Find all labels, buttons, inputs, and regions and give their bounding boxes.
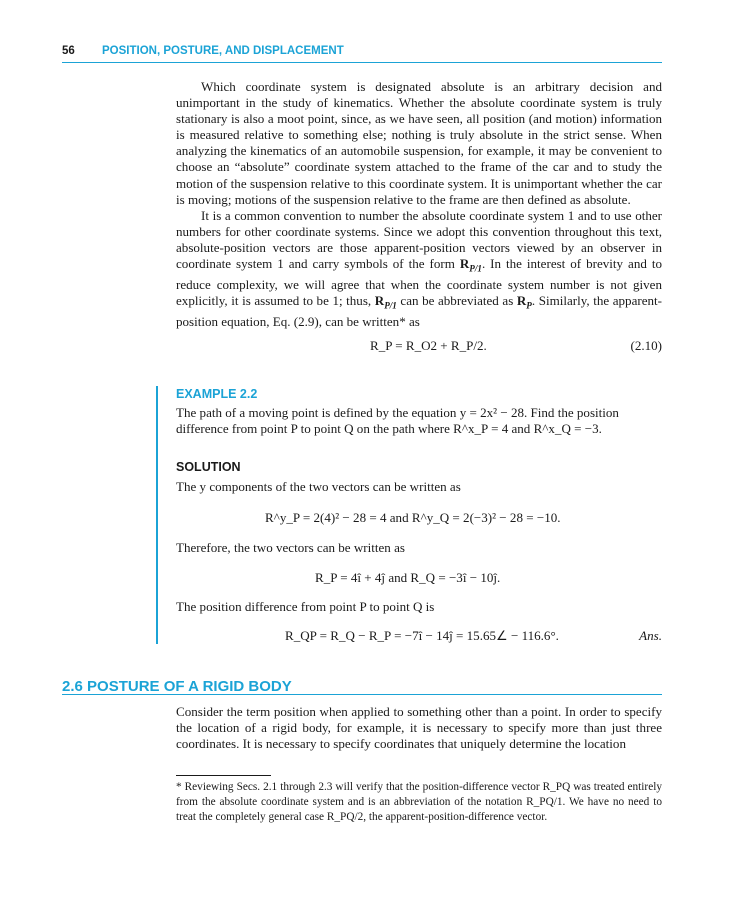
example-problem-line-2: difference from point P to point Q on the path where R^x_P = 4 and R^x_Q = −3. (176, 421, 602, 436)
vector-r-p1-second (374, 292, 397, 311)
answer-label-text: Ans. (639, 628, 662, 643)
section-paragraph: Consider the term position when applied to something other than a point. In order to specify the location of a rigid body, for example, it is necessary to specify more than just three coordinates. It is necessary to specify coordinates that uniquely determine the location (176, 704, 662, 752)
paragraph-2-part-2: . In the interest of brevity and to reduce complexity, we will agree that when the coordinate system number is not given explicitly, it is assumed to be 1; thus, (176, 256, 662, 308)
page-header (62, 44, 662, 63)
vector-r-p1-second-letter: R (374, 292, 385, 308)
equation-2-10: R_P = R_O2 + R_P/2. (370, 338, 487, 353)
equation-2-10-number: (2.10) (630, 338, 662, 353)
vector-r-p1-sub: P/1 (469, 263, 482, 274)
section-body (176, 704, 662, 752)
section-heading: 2.6 POSTURE OF A RIGID BODY (62, 678, 662, 695)
solution-equation-3: R_QP = R_Q − R_P = −7î − 14ĵ = 15.65∠ − 116.6°. (285, 628, 559, 643)
answer-label (639, 628, 662, 644)
paragraph-2 (176, 208, 662, 330)
vector-r-p (516, 292, 532, 311)
vector-r-p1-second-sub: P/1 (384, 300, 397, 311)
paragraph-2-part-4: . Similarly, the apparent-position equation, Eq. (2.9), can be written* as (176, 292, 662, 329)
solution-equation-2: R_P = 4î + 4ĵ and R_Q = −3î − 10ĵ. (315, 570, 501, 585)
paragraph-1: Which coordinate system is designated absolute is an arbitrary decision and unimportant in the study of kinematics. Whether the absolute coordinate system is truly stationary is also a moot point, since, as we have seen, all position (and motion) information is measured relative to something else; nothing is truly absolute in the strict sense. When analyzing the kinematics of an automobile suspension, for example, it may be convenient to choose an “absolute” coordinate system attached to the frame of the car and to study the motion of the suspension relative to this coordinate system. It is unimportant whether the car is moving; motions of the suspension relative to the frame are then defined as absolute. (176, 79, 662, 207)
solution-line-3: The position difference from point P to point Q is (176, 599, 435, 614)
solution-line-2: Therefore, the two vectors can be written as (176, 540, 405, 555)
body-text (176, 79, 662, 330)
example-problem-line-1: The path of a moving point is defined by the equation y = 2x² − 28. Find the position (176, 405, 619, 420)
solution-equation-1: R^y_P = 2(4)² − 28 = 4 and R^y_Q = 2(−3)² − 28 = −10. (265, 510, 561, 525)
example-sidebar-rule (156, 386, 158, 644)
vector-r-p-letter: R (516, 292, 527, 308)
footnote-rule (176, 775, 271, 776)
footnote (176, 780, 662, 824)
vector-r-p1 (459, 256, 482, 274)
solution-title: SOLUTION (176, 460, 241, 474)
example-title: EXAMPLE 2.2 (176, 387, 258, 401)
footnote-text: * Reviewing Secs. 2.1 through 2.3 will verify that the position-difference vector R_PQ was treated entirely from the absolute coordinate system and is an abbreviation of the notation R_PQ/1. We have no need to treat the completely general case R_PQ/2, the apparent-position-difference vector. (176, 781, 662, 823)
running-title: POSITION, POSTURE, AND DISPLACEMENT (102, 45, 344, 57)
paragraph-2-part-3: can be abbreviated as (396, 292, 517, 308)
vector-r-p-sub: P (526, 300, 532, 311)
vector-r-p1-letter: R (459, 256, 470, 272)
page-number: 56 (62, 45, 75, 57)
paragraph-2-part-1: It is a common convention to number the absolute coordinate system 1 and to use other numbers for other coordinate systems. Since we adopt this convention throughout this text, absolute-position vectors are those apparent-position vectors viewed by an observer in coordinate system 1 and carry symbols of the form (176, 207, 662, 272)
solution-line-1: The y components of the two vectors can be written as (176, 479, 461, 494)
